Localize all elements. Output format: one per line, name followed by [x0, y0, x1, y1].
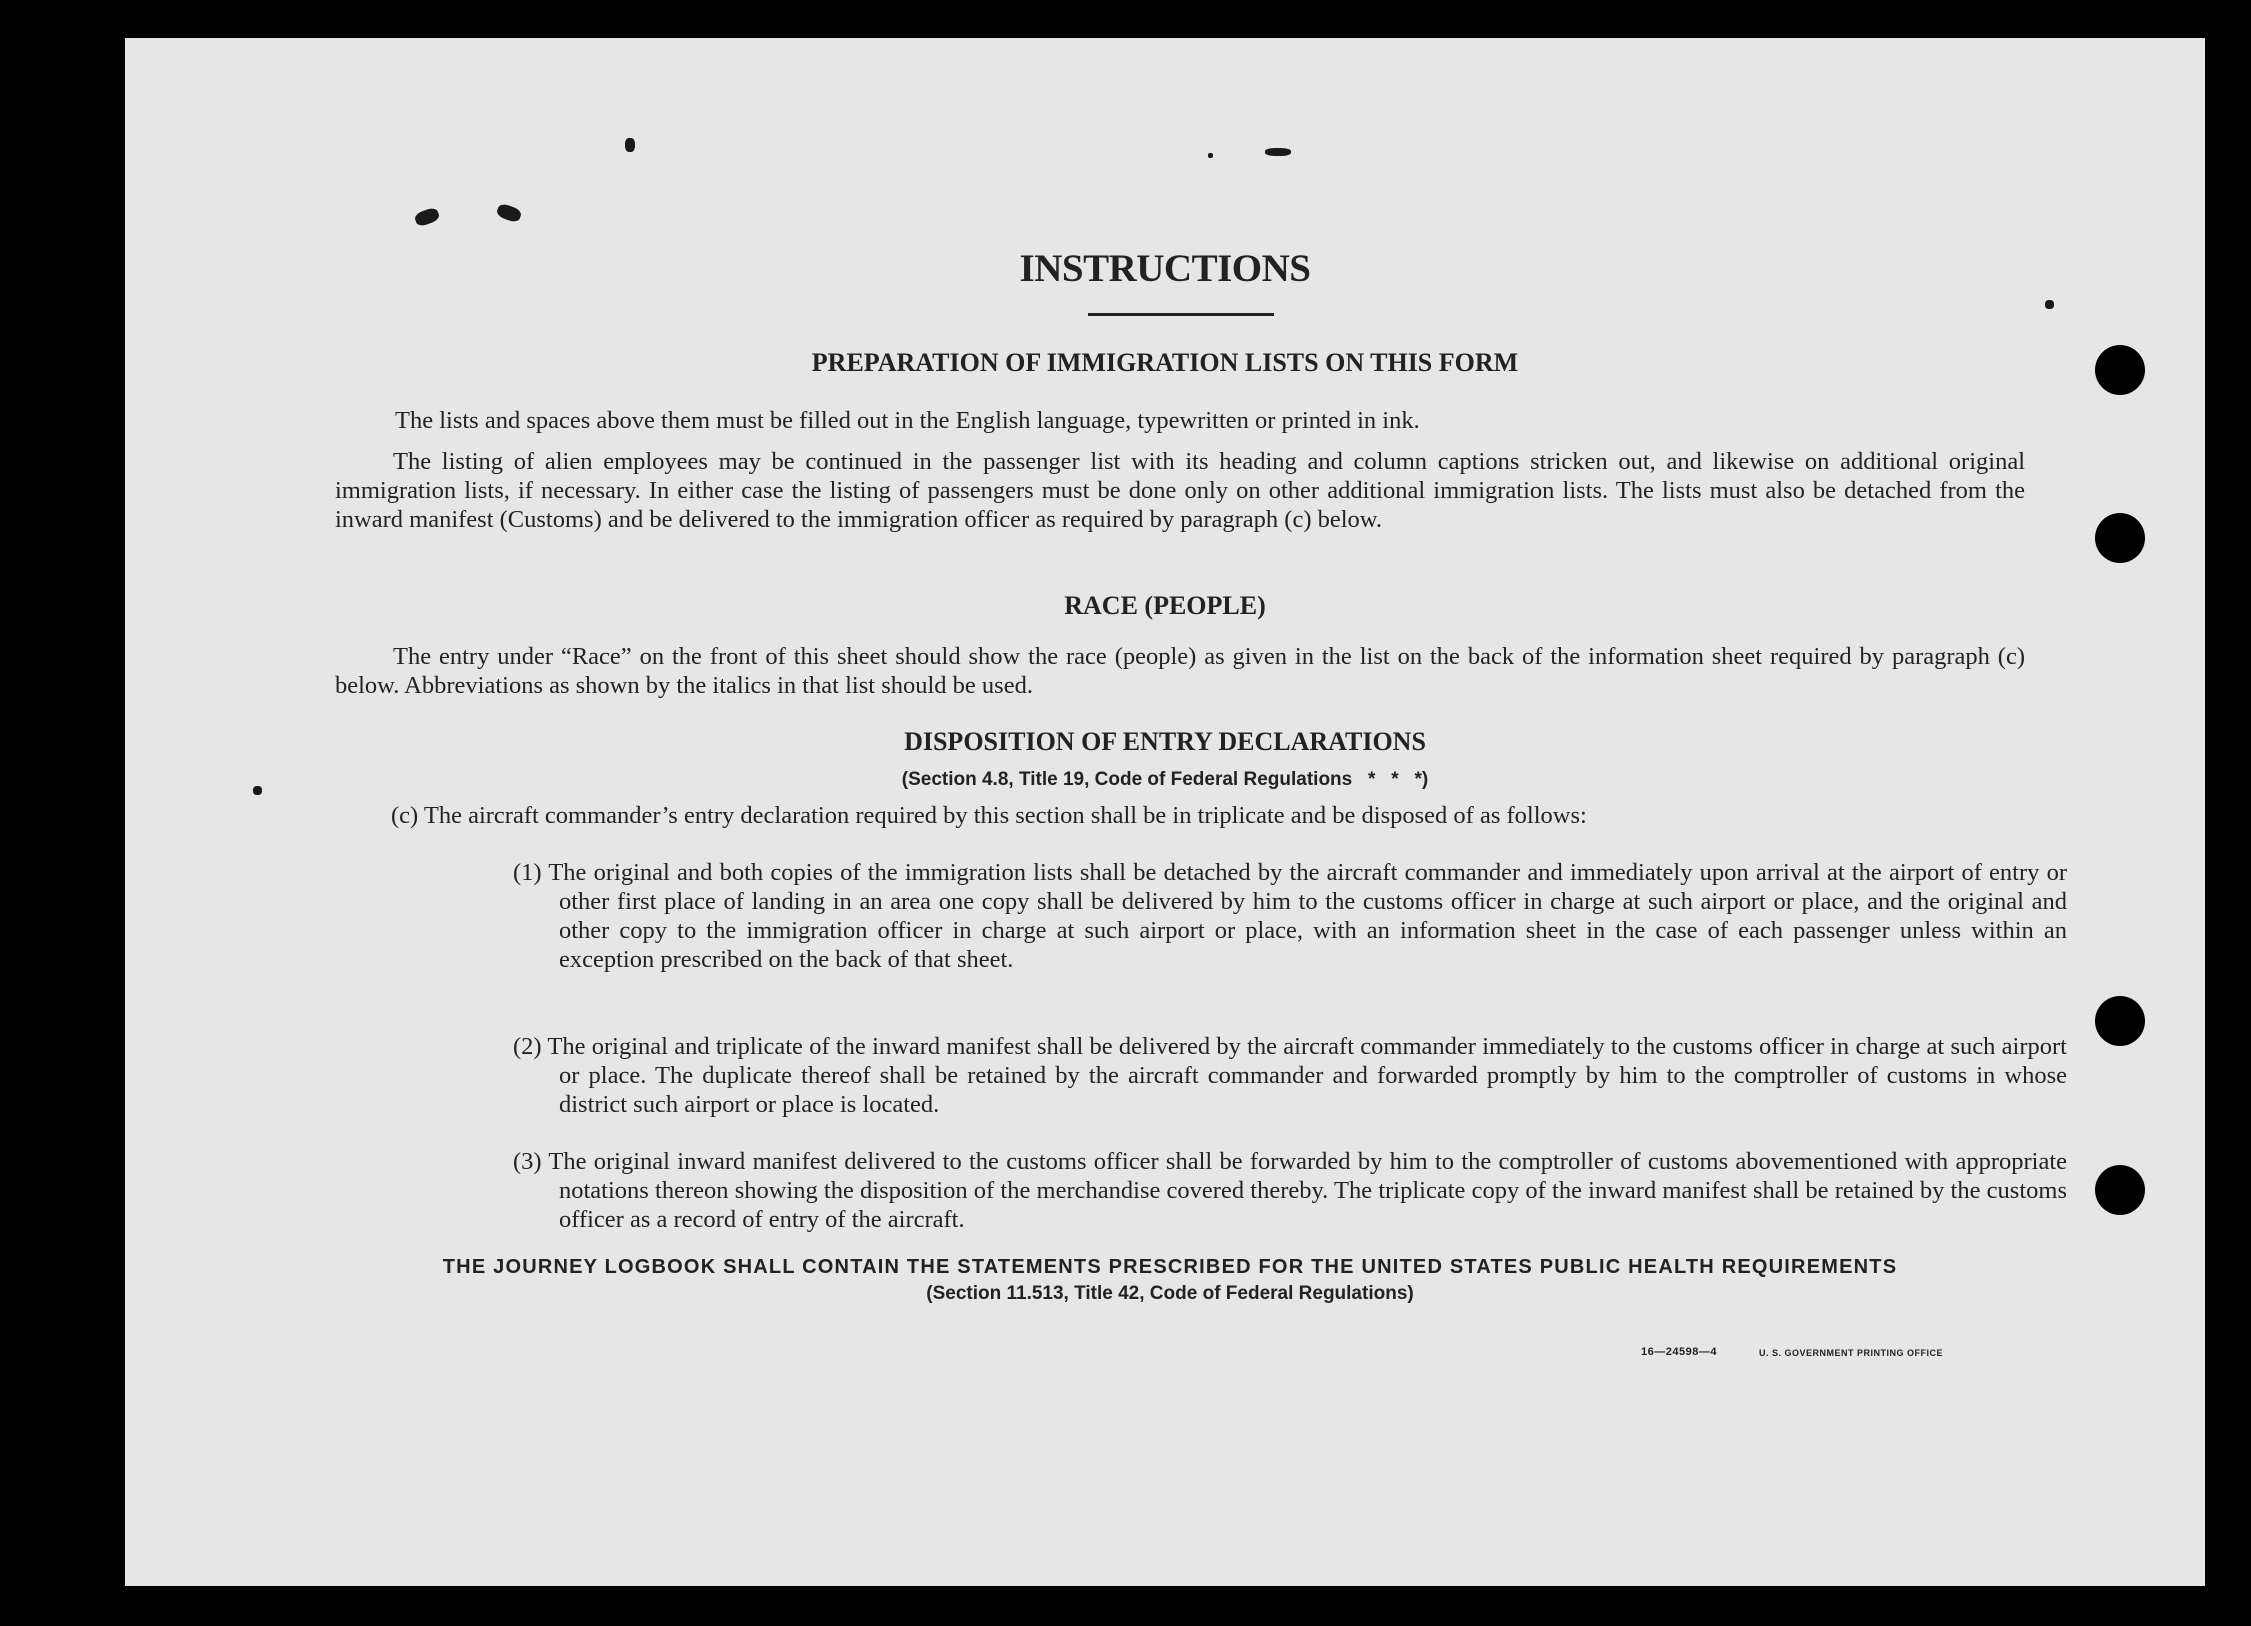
public-health-statement: THE JOURNEY LOGBOOK SHALL CONTAIN THE STATEMENTS PRESCRIBED FOR THE UNITED STATES PUBLIC HEALTH REQUIREMENTS [442, 1256, 1898, 1278]
show-through-text [1785, 168, 1802, 199]
ink-speck [1265, 148, 1291, 156]
disposition-intro: (c) The aircraft commander’s entry declaration required by this section shall be in triplicate and be disposed of as follows: [391, 802, 1587, 829]
disposition-citation: (Section 4.8, Title 19, Code of Federal Regulations * * *) [901, 769, 1429, 790]
race-paragraph: The entry under “Race” on the front of this sheet should show the race (people) as given in the list on the back of the information sheet required by paragraph (c) below. Abbreviations as shown by the italics in that list should be used. [335, 643, 2025, 699]
disposition-item-1: (1) The original and both copies of the immigration lists shall be detached by the aircraft commander and immediately upon arrival at the airport of entry or other first place of landing in an area one copy shall be delivered by him to the customs officer in charge at such airport or place, and the original and other copy to the immigration officer in charge at such airport or place, with an information sheet in the case of each passenger unless within an exception prescribed on the back of that sheet. [513, 859, 2067, 973]
binder-hole [2095, 996, 2145, 1046]
binder-hole [2095, 513, 2145, 563]
preparation-paragraph-2: The listing of alien employees may be continued in the passenger list with its heading and column captions stricken out, and likewise on additional original immigration lists, if necessary. In either case the listing of passengers must be done only on other additional immigration lists. The lists must also be detached from the inward manifest (Customs) and be delivered to the immigration officer as required by paragraph (c) below. [335, 448, 2025, 533]
disposition-item-3: (3) The original inward manifest delivered to the customs officer shall be forwarded by him to the comptroller of customs abovementioned with appropriate notations thereon showing the disposition of the merchandise covered thereby. The triplicate copy of the inward manifest shall be retained by the customs officer as a record of entry of the aircraft. [513, 1148, 2067, 1233]
public-health-citation: (Section 11.513, Title 42, Code of Federal Regulations) [926, 1283, 1414, 1304]
preparation-paragraph-1: The lists and spaces above them must be filled out in the English language, typewritten or printed in ink. [395, 407, 1420, 434]
page-title: INSTRUCTIONS [1019, 247, 1311, 290]
document-page [125, 38, 2205, 1586]
ink-speck [1208, 153, 1213, 158]
form-number: 16—24598—4 [1641, 1346, 1717, 1358]
race-heading: RACE (PEOPLE) [1064, 591, 1266, 620]
binder-hole [2095, 1165, 2145, 1215]
ink-speck [625, 138, 635, 152]
disposition-heading: DISPOSITION OF ENTRY DECLARATIONS [904, 727, 1426, 756]
title-underline [1088, 313, 1274, 316]
ink-speck [413, 206, 440, 227]
ink-speck [495, 202, 522, 223]
disposition-item-2: (2) The original and triplicate of the inward manifest shall be delivered by the aircraft commander immediately to the customs officer in charge at such airport or place. The duplicate thereof shall be retained by the aircraft commander and forwarded promptly by him to the comptroller of customs in whose district such airport or place is located. [513, 1033, 2067, 1118]
printer-imprint: U. S. GOVERNMENT PRINTING OFFICE [1759, 1348, 1944, 1358]
ink-speck [2045, 300, 2054, 309]
preparation-heading: PREPARATION OF IMMIGRATION LISTS ON THIS FORM [811, 348, 1519, 377]
